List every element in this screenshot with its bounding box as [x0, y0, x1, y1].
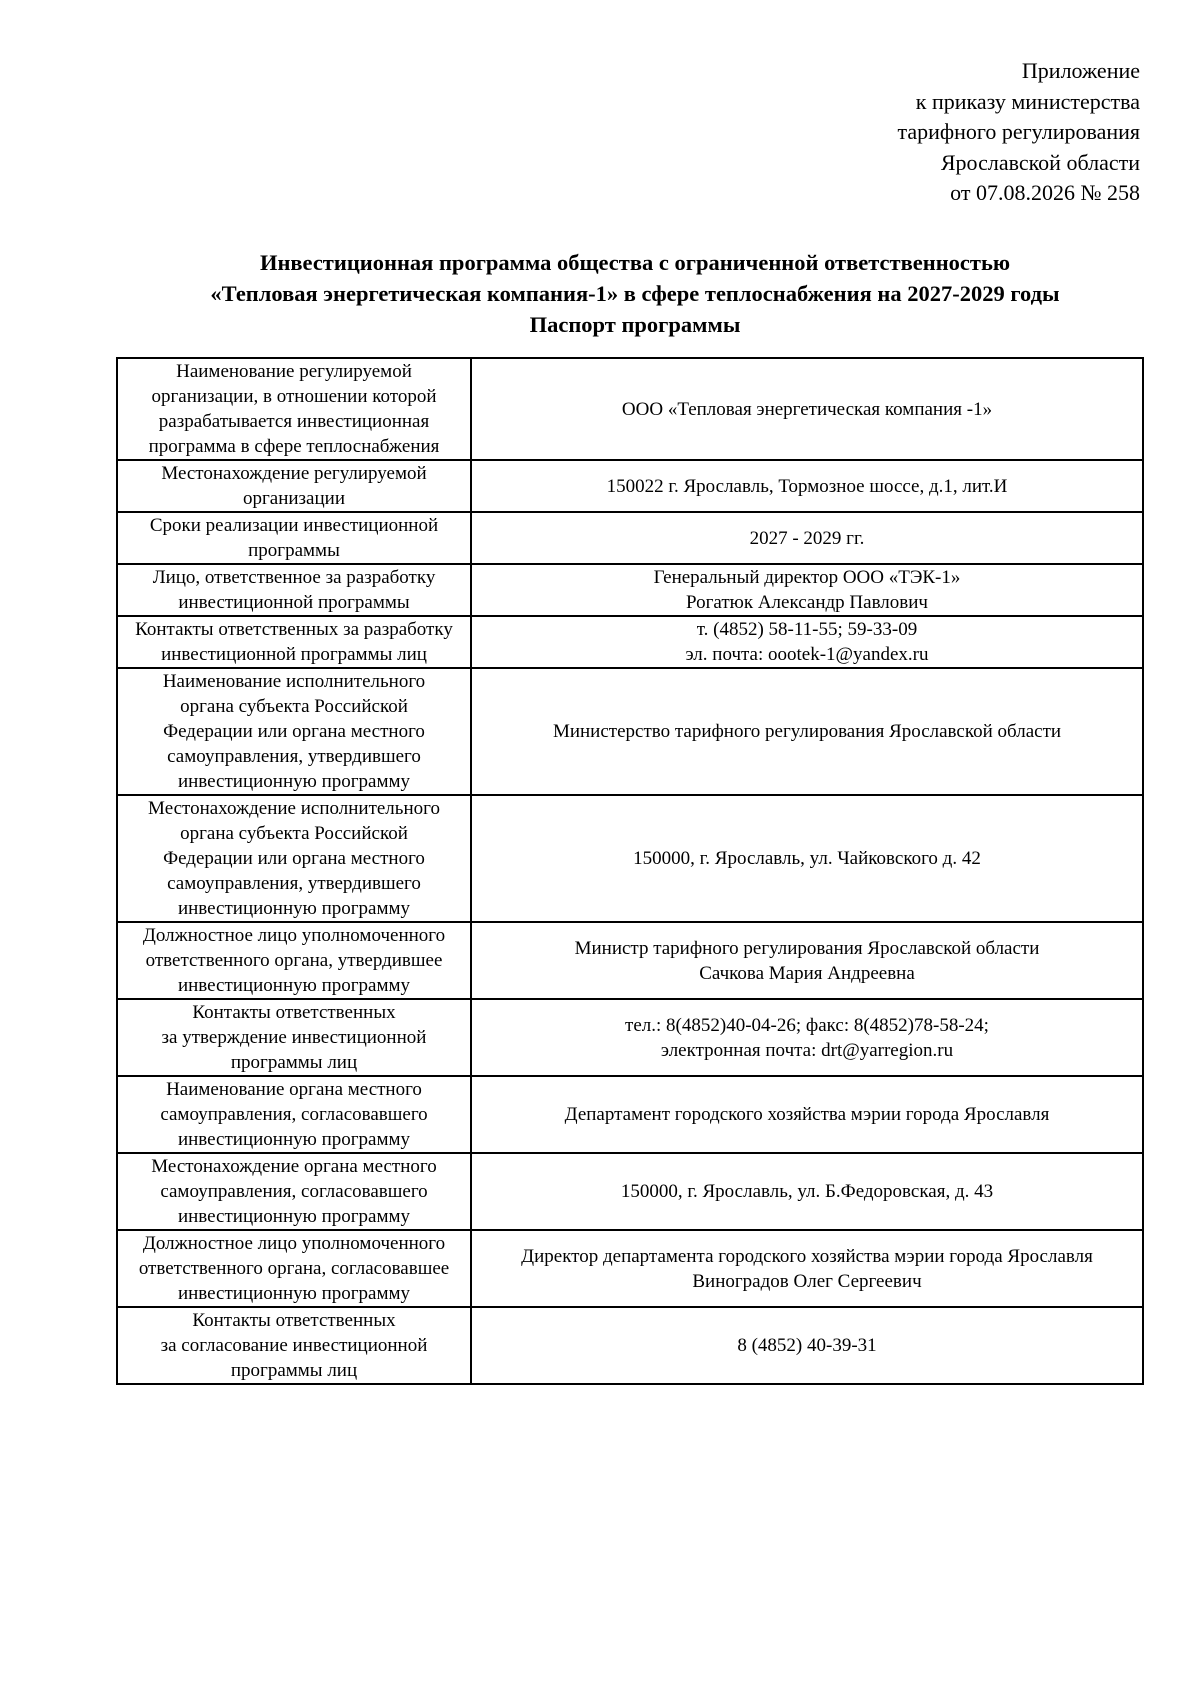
- passport-label-cell: [117, 358, 471, 460]
- passport-value-cell: [471, 1076, 1143, 1153]
- passport-table-body: [117, 358, 1143, 1384]
- label-line: Наименование исполнительного: [162, 671, 426, 692]
- label-line: Лицо, ответственное за разработку: [152, 567, 436, 588]
- passport-value-cell: [471, 795, 1143, 922]
- table-row: [117, 668, 1143, 795]
- label-line: за согласование инвестиционной: [160, 1335, 428, 1356]
- label-line: Контакты ответственных: [192, 1002, 396, 1023]
- label-line: Местонахождение регулируемой: [161, 463, 427, 484]
- label-line: ответственного органа, согласовавшее: [138, 1258, 450, 1279]
- value-line: 2027 - 2029 гг.: [749, 527, 865, 549]
- label-line: инвестиционной программы: [178, 592, 410, 613]
- table-row: [117, 512, 1143, 564]
- appendix-line: Ярославской области: [940, 149, 1140, 175]
- label-line: инвестиционную программу: [177, 1206, 411, 1227]
- value-line: Директор департамента городского хозяйства мэрии города Ярославля: [521, 1245, 1093, 1267]
- passport-value-cell: [471, 922, 1143, 999]
- value-line: 150000, г. Ярославль, ул. Чайковского д. 42: [633, 848, 981, 869]
- value-line: Департамент городского хозяйства мэрии города Ярославля: [564, 1104, 1050, 1125]
- label-line: самоуправления, согласовавшего: [160, 1104, 428, 1125]
- passport-label-cell: [117, 616, 471, 668]
- value-line: ООО «Тепловая энергетическая компания -1»: [621, 398, 993, 420]
- value-line: электронная почта: drt@yarregion.ru: [660, 1039, 954, 1061]
- table-row: [117, 358, 1143, 460]
- value-line: Министр тарифного регулирования Ярославской области: [574, 937, 1040, 959]
- passport-value-cell: [471, 1307, 1143, 1384]
- table-row: [117, 564, 1143, 616]
- table-row: [117, 460, 1143, 512]
- label-line: органа субъекта Российской: [180, 823, 408, 844]
- label-line: Федерации или органа местного: [163, 721, 425, 742]
- value-line: 150000, г. Ярославль, ул. Б.Федоровская, д. 43: [620, 1181, 994, 1202]
- passport-value-cell: [471, 668, 1143, 795]
- table-row: [117, 999, 1143, 1076]
- label-line: за утверждение инвестиционной: [161, 1027, 427, 1048]
- value-line: Генеральный директор ООО «ТЭК-1»: [653, 567, 961, 588]
- label-line: программы лиц: [230, 1052, 358, 1073]
- passport-label-cell: [117, 1307, 471, 1384]
- appendix-line: от 07.08.2026 № 258: [950, 180, 1140, 205]
- passport-label-cell: [117, 668, 471, 795]
- label-line: Наименование регулируемой: [176, 361, 412, 382]
- table-row: [117, 1153, 1143, 1230]
- passport-label-cell: [117, 512, 471, 564]
- label-line: программы лиц: [230, 1360, 358, 1381]
- label-line: инвестиционную программу: [177, 898, 411, 919]
- passport-value-cell: [471, 999, 1143, 1076]
- passport-label-cell: [117, 460, 471, 512]
- value-line: 150022 г. Ярославль, Тормозное шоссе, д.1, лит.И: [606, 475, 1008, 497]
- value-line: т. (4852) 58-11-55; 59-33-09: [696, 619, 918, 640]
- label-line: самоуправления, согласовавшего: [160, 1181, 428, 1202]
- appendix-line: тарифного регулирования: [897, 119, 1140, 144]
- label-line: Местонахождение органа местного: [151, 1156, 437, 1177]
- label-line: Сроки реализации инвестиционной: [149, 515, 439, 536]
- passport-table: [116, 357, 1144, 1385]
- label-line: инвестиционную программу: [177, 1129, 411, 1150]
- title-line: Инвестиционная программа общества с ограниченной ответственностью: [259, 250, 1011, 275]
- title-line: «Тепловая энергетическая компания-1» в сфере теплоснабжения на 2027-2029 годы: [210, 281, 1060, 306]
- appendix-line: Приложение: [1021, 58, 1140, 83]
- label-line: ответственного органа, утвердившее: [145, 950, 443, 971]
- label-line: инвестиционной программы лиц: [161, 644, 427, 665]
- table-row: [117, 1230, 1143, 1307]
- passport-label-cell: [117, 1230, 471, 1307]
- value-line: Виноградов Олег Сергеевич: [692, 1270, 922, 1292]
- label-line: Федерации или органа местного: [163, 848, 425, 869]
- label-line: Наименование органа местного: [166, 1079, 422, 1100]
- passport-value-cell: [471, 616, 1143, 668]
- label-line: самоуправления, утвердившего: [167, 873, 421, 894]
- value-line: Сачкова Мария Андреевна: [699, 962, 915, 984]
- label-line: Контакты ответственных за разработку: [135, 619, 453, 640]
- table-row: [117, 795, 1143, 922]
- passport-label-cell: [117, 1153, 471, 1230]
- value-line: 8 (4852) 40-39-31: [737, 1335, 877, 1356]
- appendix-line: к приказу министерства: [915, 88, 1140, 114]
- label-line: Местонахождение исполнительного: [148, 798, 440, 819]
- appendix-header: [897, 56, 1140, 209]
- table-row: [117, 616, 1143, 668]
- title-line: Паспорт программы: [529, 312, 741, 337]
- label-line: инвестиционную программу: [177, 771, 411, 792]
- label-line: органа субъекта Российской: [180, 696, 408, 717]
- passport-value-cell: [471, 564, 1143, 616]
- passport-label-cell: [117, 795, 471, 922]
- passport-value-cell: [471, 1153, 1143, 1230]
- passport-label-cell: [117, 999, 471, 1076]
- passport-label-cell: [117, 564, 471, 616]
- passport-label-cell: [117, 922, 471, 999]
- label-line: организации, в отношении которой: [151, 386, 437, 407]
- value-line: Министерство тарифного регулирования Ярославской области: [552, 721, 1062, 742]
- table-row: [117, 1307, 1143, 1384]
- label-line: программа в сфере теплоснабжения: [148, 436, 440, 457]
- passport-value-cell: [471, 512, 1143, 564]
- passport-label-cell: [117, 1076, 471, 1153]
- passport-value-cell: [471, 1230, 1143, 1307]
- document-title: [0, 247, 1200, 340]
- value-line: Рогатюк Александр Павлович: [686, 592, 928, 613]
- label-line: Должностное лицо уполномоченного: [142, 1233, 446, 1254]
- passport-value-cell: [471, 460, 1143, 512]
- label-line: разрабатывается инвестиционная: [158, 411, 430, 432]
- value-line: эл. почта: oootek-1@yandex.ru: [685, 644, 929, 665]
- label-line: инвестиционную программу: [177, 1283, 411, 1304]
- label-line: самоуправления, утвердившего: [167, 746, 421, 767]
- table-row: [117, 922, 1143, 999]
- label-line: Должностное лицо уполномоченного: [142, 925, 446, 946]
- value-line: тел.: 8(4852)40-04-26; факс: 8(4852)78-58-24;: [625, 1014, 989, 1036]
- passport-value-cell: [471, 358, 1143, 460]
- label-line: программы: [248, 540, 340, 561]
- label-line: Контакты ответственных: [192, 1310, 396, 1331]
- table-row: [117, 1076, 1143, 1153]
- label-line: инвестиционную программу: [177, 975, 411, 996]
- label-line: организации: [242, 488, 345, 509]
